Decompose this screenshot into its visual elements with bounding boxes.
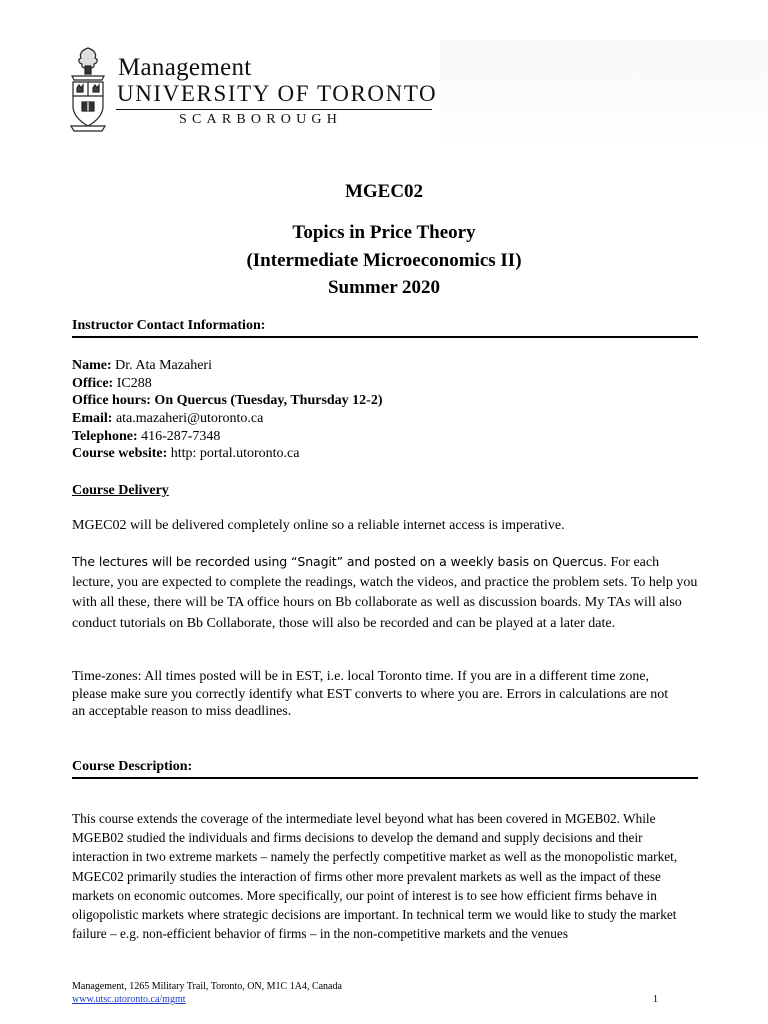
telephone-label: Telephone:	[72, 429, 138, 444]
logo-divider	[116, 109, 432, 110]
delivery-paragraph-2-lead: The lectures will be recorded using “Snagit” and posted on a weekly basis on Quercus.	[72, 554, 608, 569]
description-heading: Course Description:	[72, 759, 193, 774]
header-watermark	[440, 40, 768, 140]
university-logo	[68, 44, 448, 134]
email-line	[72, 411, 263, 427]
delivery-paragraph-1: MGEC02 will be delivered completely online so a reliable internet access is imperative.	[72, 518, 565, 533]
footer-address: Management, 1265 Military Trail, Toronto, ON, M1C 1A4, Canada	[72, 981, 342, 992]
office-hours-line	[72, 393, 383, 409]
delivery-paragraph-2	[72, 552, 702, 634]
website-value[interactable]: http: portal.utoronto.ca	[167, 446, 300, 461]
course-code: MGEC02	[344, 181, 424, 202]
name-label: Name:	[72, 358, 112, 373]
website-line	[72, 446, 299, 462]
course-title: Topics in Price Theory	[292, 222, 476, 243]
office-line	[72, 376, 152, 392]
page-number: 1	[653, 994, 658, 1005]
telephone-line	[72, 429, 220, 445]
footer-website-link[interactable]: www.utsc.utoronto.ca/mgmt	[72, 994, 186, 1005]
office-hours-label: Office hours: On Quercus (Tuesday, Thursday 12-2)	[72, 393, 383, 408]
logo-campus-text: SCARBOROUGH	[179, 112, 342, 127]
delivery-paragraph-3: Time-zones: All times posted will be in EST, i.e. local Toronto time. If you are in a different time zone, please make sure you correctly identify what EST converts to where you are. Errors in calculations are not an acceptable reason to miss deadlines.	[72, 669, 669, 720]
delivery-paragraph-2-rest: For each lecture, you are expected to complete the readings, watch the videos, and practice the problem sets. To help you with all these, there will be TA office hours on Bb collaborate as well as discussion boards. My TAs will also conduct tutorials on Bb Collaborate, those will also be recorded and can be played at a later date.	[72, 555, 698, 631]
name-value: Dr. Ata Mazaheri	[111, 358, 212, 373]
logo-university-text: UNIVERSITY OF TORONTO	[117, 81, 438, 106]
office-label: Office:	[72, 376, 114, 391]
email-label: Email:	[72, 411, 113, 426]
contact-heading: Instructor Contact Information:	[72, 318, 266, 333]
instructor-name-line	[72, 358, 212, 374]
crest-icon	[68, 44, 108, 134]
email-value[interactable]: ata.mazaheri@utoronto.ca	[112, 411, 264, 426]
office-value: IC288	[113, 376, 152, 391]
course-subtitle: (Intermediate Microeconomics II)	[246, 250, 522, 271]
website-label: Course website:	[72, 446, 168, 461]
telephone-value: 416-287-7348	[137, 429, 221, 444]
description-heading-rule	[72, 777, 698, 779]
contact-heading-rule	[72, 336, 698, 338]
delivery-heading: Course Delivery	[72, 483, 169, 498]
logo-management-text: Management	[118, 54, 252, 81]
description-paragraph: This course extends the coverage of the intermediate level beyond what has been covered in MGEB02. While MGEB02 studied the individuals and firms decisions to develop the demand and supply decisions and their interaction in two extreme markets – namely the perfectly competitive market as well as the monopolistic market, MGEC02 primarily studies the interaction of firms other more prevalent markets as well as the impact of these markets on economic outcomes. More specifically, our point of interest is to see how efficient firms behave in oligopolistic markets where strategic decisions are important. In technical term we would like to study the market failure – e.g. non-efficient behavior of firms – in the non-competitive markets and the venues	[72, 811, 678, 942]
course-term: Summer 2020	[327, 277, 441, 298]
